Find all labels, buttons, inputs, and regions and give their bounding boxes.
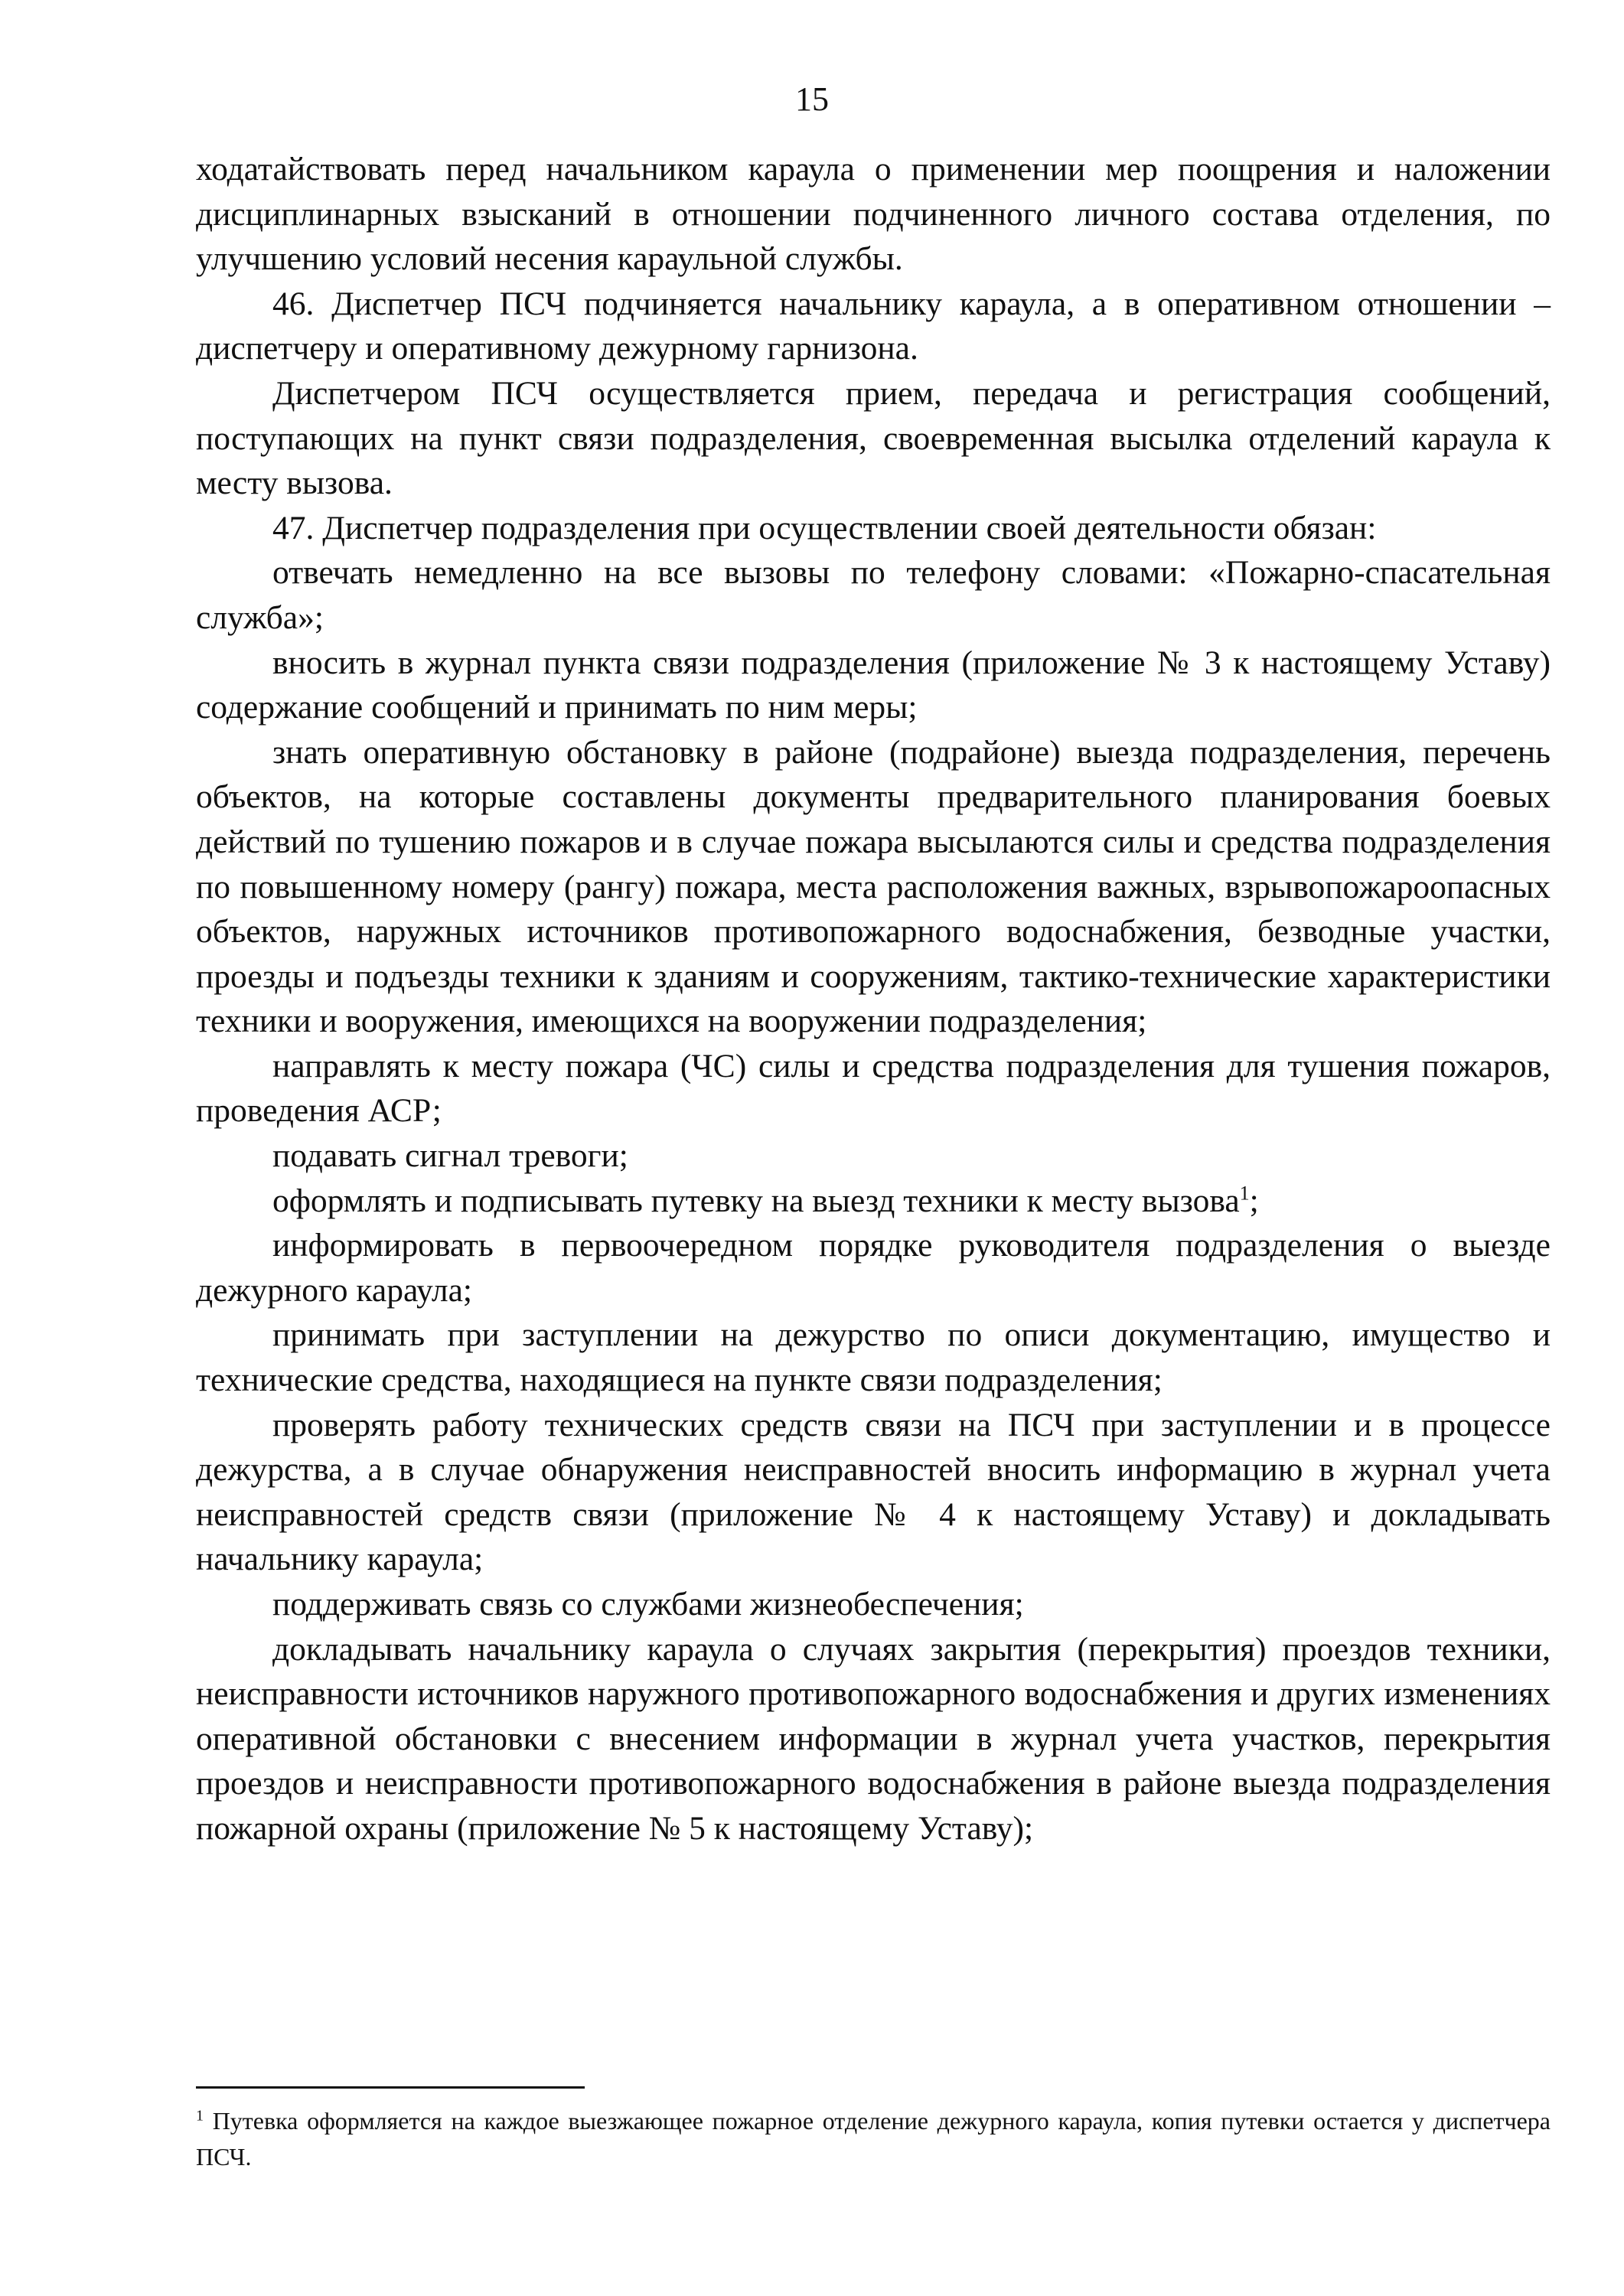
paragraph: 47. Диспетчер подразделения при осуществлении своей деятельности обязан: (272, 509, 1377, 546)
paragraph: отвечать немедленно на все вызовы по телефону словами: «Пожарно-спасательная служба»; (196, 554, 1551, 636)
paragraph: принимать при заступлении на дежурство по описи документацию, имущество и технические средства, находящиеся на пункте связи подразделения; (196, 1316, 1551, 1399)
footnote-marker: 1 (196, 2107, 204, 2125)
paragraph: информировать в первоочередном порядке руководителя подразделения о выезде дежурного караула; (196, 1227, 1551, 1309)
paragraph: подавать сигнал тревоги; (272, 1137, 628, 1175)
page-number: 15 (795, 80, 829, 118)
paragraph: направлять к месту пожара (ЧС) силы и средства подразделения для тушения пожаров, проведения АСР; (196, 1047, 1551, 1130)
footnote (196, 2103, 1551, 2175)
paragraph: ходатайствовать перед начальником караула о применении мер поощрения и наложении дисциплинарных взысканий в отношении подчиненного личного состава отделения, по улучшению условий несения караульной службы. (196, 151, 1551, 278)
paragraph: 46. Диспетчер ПСЧ подчиняется начальнику караула, а в оперативном отношении – диспетчеру и оперативному дежурному гарнизона. (196, 285, 1551, 367)
paragraph: Диспетчером ПСЧ осуществляется прием, передача и регистрация сообщений, поступающих на пункт связи подразделения, своевременная высылка отделений караула к месту вызова. (196, 374, 1551, 502)
paragraph-text-tail: ; (1249, 1182, 1259, 1219)
footnote-reference: 1 (1239, 1182, 1250, 1205)
paragraph: проверять работу технических средств связи на ПСЧ при заступлении и в процессе дежурства, а в случае обнаружения неисправностей вносить информацию в журнал учета неисправностей средств связи (приложение № 4 к настоящему Уставу) и докладывать начальнику караула; (196, 1406, 1551, 1578)
footnote-text: Путевка оформляется на каждое выезжающее пожарное отделение дежурного караула, копия путевки остается у диспетчера ПСЧ. (196, 2107, 1551, 2170)
paragraph (196, 1179, 1551, 1224)
paragraph: знать оперативную обстановку в районе (подрайоне) выезда подразделения, перечень объектов, на которые составлены документы предварительного планирования боевых действий по тушению пожаров и в случае пожара высылаются силы и средства подразделения по повышенному номеру (рангу) пожара, места расположения важных, взрывопожароопасных объектов, наружных источников противопожарного водоснабжения, безводные участки, проезды и подъезды техники к зданиям и сооружениям, тактико-технические характеристики техники и вооружения, имеющихся на вооружении подразделения; (196, 733, 1551, 1040)
footnote-separator (196, 2086, 585, 2089)
paragraph-text: оформлять и подписывать путевку на выезд техники к месту вызова (272, 1182, 1240, 1219)
paragraph: поддерживать связь со службами жизнеобеспечения; (272, 1586, 1024, 1623)
paragraph: докладывать начальнику караула о случаях закрытия (перекрытия) проездов техники, неисправности источников наружного противопожарного водоснабжения и других изменениях оперативной обстановки с внесением информации в журнал учета участков, перекрытия проездов и неисправности противопожарного водоснабжения в районе выезда подразделения пожарной охраны (приложение № 5 к настоящему Уставу); (196, 1630, 1551, 1847)
paragraph: вносить в журнал пункта связи подразделения (приложение № 3 к настоящему Уставу) содержание сообщений и принимать по ним меры; (196, 644, 1551, 726)
body-text (196, 147, 1551, 1851)
